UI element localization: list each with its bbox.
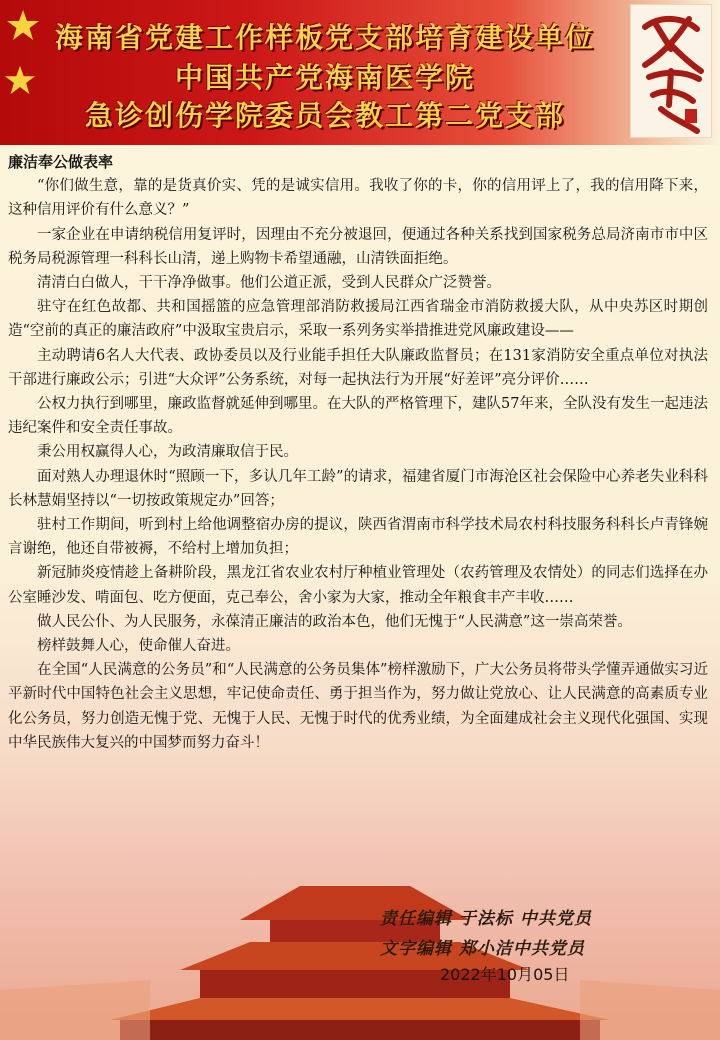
header-title-line3: 急诊创伤学院委员会教工第二党支部 [84,99,565,132]
paragraph: 秉公用权赢得人心，为政清廉取信于民。 [37,444,298,461]
palace-illustration [0,860,720,1040]
header-title-line2: 中国共产党海南医学院 [174,61,475,94]
paragraph: 面对熟人办理退休时“照顾一下，多认几年工龄”的请求，福建省厦门市海沧区社会保险中心养老失业科科长林慧娟坚持以“一切按政策规定办”回答； [8,468,708,509]
text-editor: 文字编辑 郑小洁中共党员 [380,939,585,959]
calligraphy-seal [630,4,712,138]
paragraph: 驻村工作期间，听到村上给他调整宿办房的提议，陕西省渭南市科学技术局农村科技服务科科长卢青锋婉言谢绝，他还自带被褥，不给村上增加负担； [8,517,708,558]
paragraph: 清清白白做人，干干净净做事。他们公道正派，受到人民群众广泛赞誉。 [37,275,501,292]
responsible-editor: 责任编辑 于法标 中共党员 [380,909,592,929]
paragraph: 主动聘请6名人大代表、政协委员以及行业能手担任大队廉政监督员；在131家消防安全重点单位对执法干部进行廉政公示；引进“大众评”公务系统，对每一起执法行为开展“好差评”亮分评价…… [8,347,708,388]
header-banner [0,0,720,145]
paragraph: 公权力执行到哪里，廉政监督就延伸到哪里。在大队的严格管理下，建队57年来，全队没有发生一起违法违纪案件和安全责任事故。 [8,396,708,437]
paragraph: 新冠肺炎疫情趁上备耕阶段，黑龙江省农业农村厅种植业管理处（农药管理及农情处）的同志们选择在办公室睡沙发、啃面包、吃方便面，克己奉公，舍小家为大家，推动全年粮食丰产丰收…… [8,565,708,606]
paragraph: 做人民公仆、为人民服务，永葆清正廉洁的政治本色，他们无愧于“人民满意”这一崇高荣誉。 [37,613,632,630]
paragraph: “你们做生意，靠的是货真价实、凭的是诚实信用。我收了你的卡，你的信用评上了，我的信用降下来，这种信用评价有什么意义？” [8,178,708,219]
article-title: 廉洁奉公做表率 [8,153,114,171]
article-body [8,150,708,755]
paragraph: 一家企业在申请纳税信用复评时，因理由不充分被退回，便通过各种关系找到国家税务总局济南市市中区税务局税源管理一科科长山清，递上购物卡希望通融，山清铁面拒绝。 [8,226,708,267]
paragraph: 榜样鼓舞人心，使命催人奋进。 [37,638,240,655]
publish-date: 2022年10月05日 [440,965,570,984]
paragraph: 在全国“人民满意的公务员”和“人民满意的公务员集体”榜样激励下，广大公务员将带头学懂弄通做实习近平新时代中国特色社会主义思想，牢记使命责任、勇于担当作为，努力做让党放心、让人民满意的高素质专业化公务员，努力创造无愧于党、无愧于人民、无愧于时代的优秀业绩，为全面建成社会主义现代化强国、实现中华民族伟大复兴的中国梦而努力奋斗！ [8,662,708,751]
header-title-line1: 海南省党建工作样板党支部培育建设单位 [54,21,595,54]
paragraph: 驻守在红色故都、共和国摇篮的应急管理部消防救援局江西省瑞金市消防救援大队，从中央苏区时期创造“空前的真正的廉洁政府”中汲取宝贵启示，采取一系列务实举措推进党风廉政建设—— [8,299,708,340]
